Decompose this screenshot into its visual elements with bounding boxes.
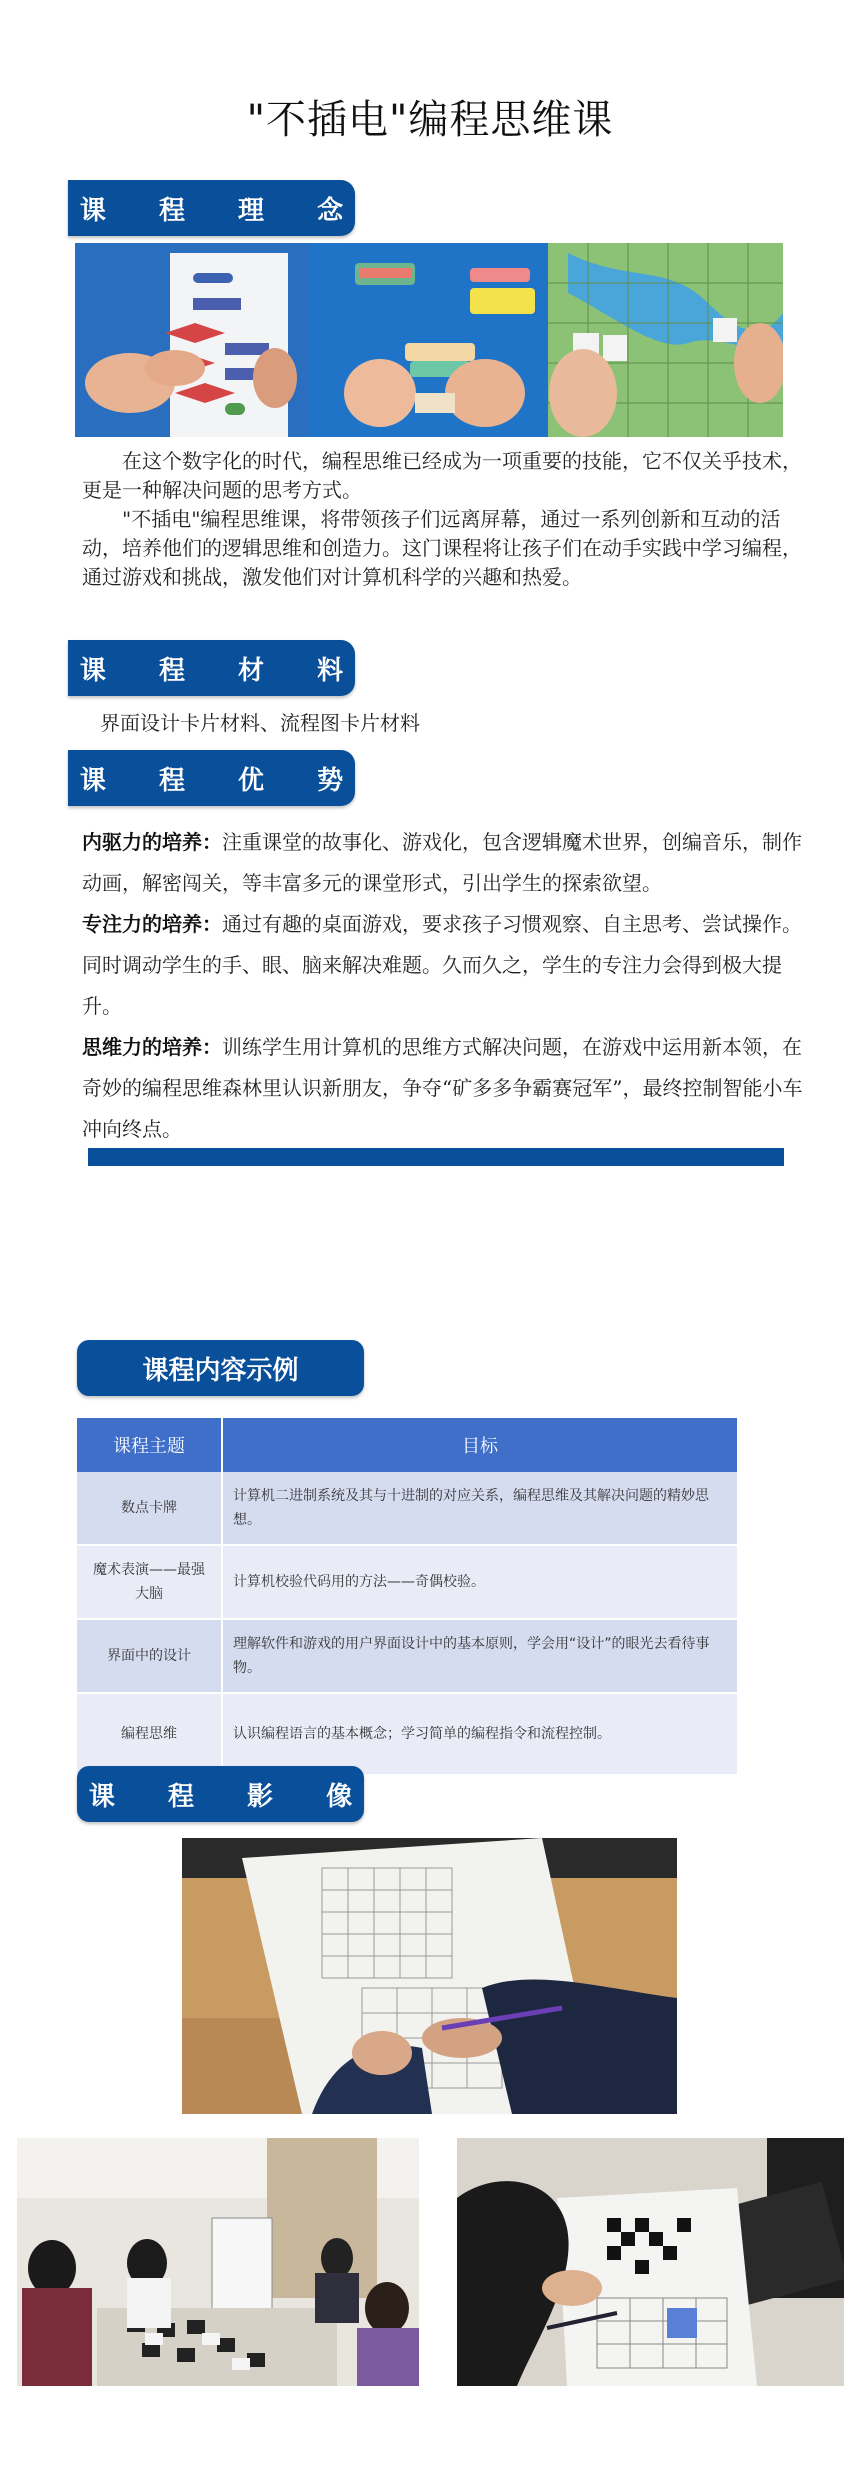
section-header-concept: [68, 180, 366, 236]
section-header-label: 课程内容示例: [142, 1355, 299, 1386]
gallery-photo-classroom: [17, 2138, 419, 2386]
table-header-row: [77, 1418, 738, 1472]
photo-interface-cards: [310, 243, 548, 437]
advantage-item: [82, 822, 812, 904]
grid-map-image: [548, 243, 783, 437]
table-row: [77, 1693, 738, 1775]
table-cell-topic: 数点卡牌: [77, 1472, 222, 1545]
table-cell-goal: 认识编程语言的基本概念；学习简单的编程指令和流程控制。: [222, 1693, 738, 1775]
advantage-text: 通过有趣的桌面游戏，要求孩子习惯观察、自主思考、尝试操作。同时调动学生的手、眼、脑来解决难题。久而久之，学生的专注力会得到极大提升。: [82, 912, 802, 1018]
section-header-label: 课 程 优 势: [79, 765, 366, 796]
interface-cards-image: [310, 243, 548, 437]
section-header-label: 课 程 理 念: [79, 195, 366, 226]
course-content-table: [77, 1418, 739, 1776]
section-header-advantages: [68, 750, 366, 806]
table-cell-topic: 编程思维: [77, 1693, 222, 1775]
worksheet-image: [182, 1838, 677, 2114]
gallery-photo-student: [457, 2138, 844, 2386]
table-row: [77, 1619, 738, 1693]
advantage-label: 思维力的培养：: [82, 1035, 222, 1059]
concept-photo-strip: [75, 243, 783, 437]
table-cell-topic: 魔术表演——最强大脑: [77, 1545, 222, 1619]
divider-bar: [88, 1148, 784, 1166]
section-header-content: [77, 1340, 364, 1396]
advantage-label: 内驱力的培养：: [82, 830, 222, 854]
advantage-item: [82, 904, 812, 1027]
table-cell-goal: 理解软件和游戏的用户界面设计中的基本原则，学会用“设计”的眼光去看待事物。: [222, 1619, 738, 1693]
concept-paragraph-1: 在这个数字化的时代，编程思维已经成为一项重要的技能，它不仅关乎技术，更是一种解决问题的思考方式。: [82, 449, 802, 502]
table-header-goal: 目标: [222, 1418, 738, 1472]
section-header-materials: [68, 640, 366, 696]
section-header-label: 课 程 影 像: [88, 1781, 375, 1812]
table-cell-goal: 计算机校验代码用的方法——奇偶校验。: [222, 1545, 738, 1619]
table-row: [77, 1472, 738, 1545]
page-title: "不插电"编程思维课: [246, 97, 614, 143]
table-row: [77, 1545, 738, 1619]
concept-paragraph-2: "不插电"编程思维课，将带领孩子们远离屏幕，通过一系列创新和互动的活动，培养他们的逻辑思维和创造力。这门课程将让孩子们在动手实践中学习编程，通过游戏和挑战，激发他们对计算机科学的兴趣和热爱。: [82, 507, 802, 589]
advantages-list: [82, 822, 812, 1150]
photo-grid-map: [548, 243, 783, 437]
gallery-photo-worksheet: [182, 1838, 677, 2114]
concept-text: [82, 447, 802, 592]
section-header-gallery: [77, 1766, 375, 1822]
advantage-item: [82, 1027, 812, 1150]
student-image: [457, 2138, 844, 2386]
table-header-topic: 课程主题: [77, 1418, 222, 1472]
advantage-text: 训练学生用计算机的思维方式解决问题，在游戏中运用新本领，在奇妙的编程思维森林里认识新朋友，争夺“矿多多争霸赛冠军”，最终控制智能小车冲向终点。: [82, 1035, 803, 1141]
section-header-label: 课 程 材 料: [79, 655, 366, 686]
flowchart-cards-image: [75, 243, 310, 437]
advantage-text: 注重课堂的故事化、游戏化，包含逻辑魔术世界，创编音乐，制作动画，解密闯关，等丰富多元的课堂形式，引出学生的探索欲望。: [82, 830, 802, 895]
photo-flowchart-cards: [75, 243, 310, 437]
advantage-label: 专注力的培养：: [82, 912, 222, 936]
table-cell-topic: 界面中的设计: [77, 1619, 222, 1693]
classroom-image: [17, 2138, 419, 2386]
table-cell-goal: 计算机二进制系统及其与十进制的对应关系，编程思维及其解决问题的精妙思想。: [222, 1472, 738, 1545]
materials-text: 界面设计卡片材料、流程图卡片材料: [100, 711, 420, 735]
